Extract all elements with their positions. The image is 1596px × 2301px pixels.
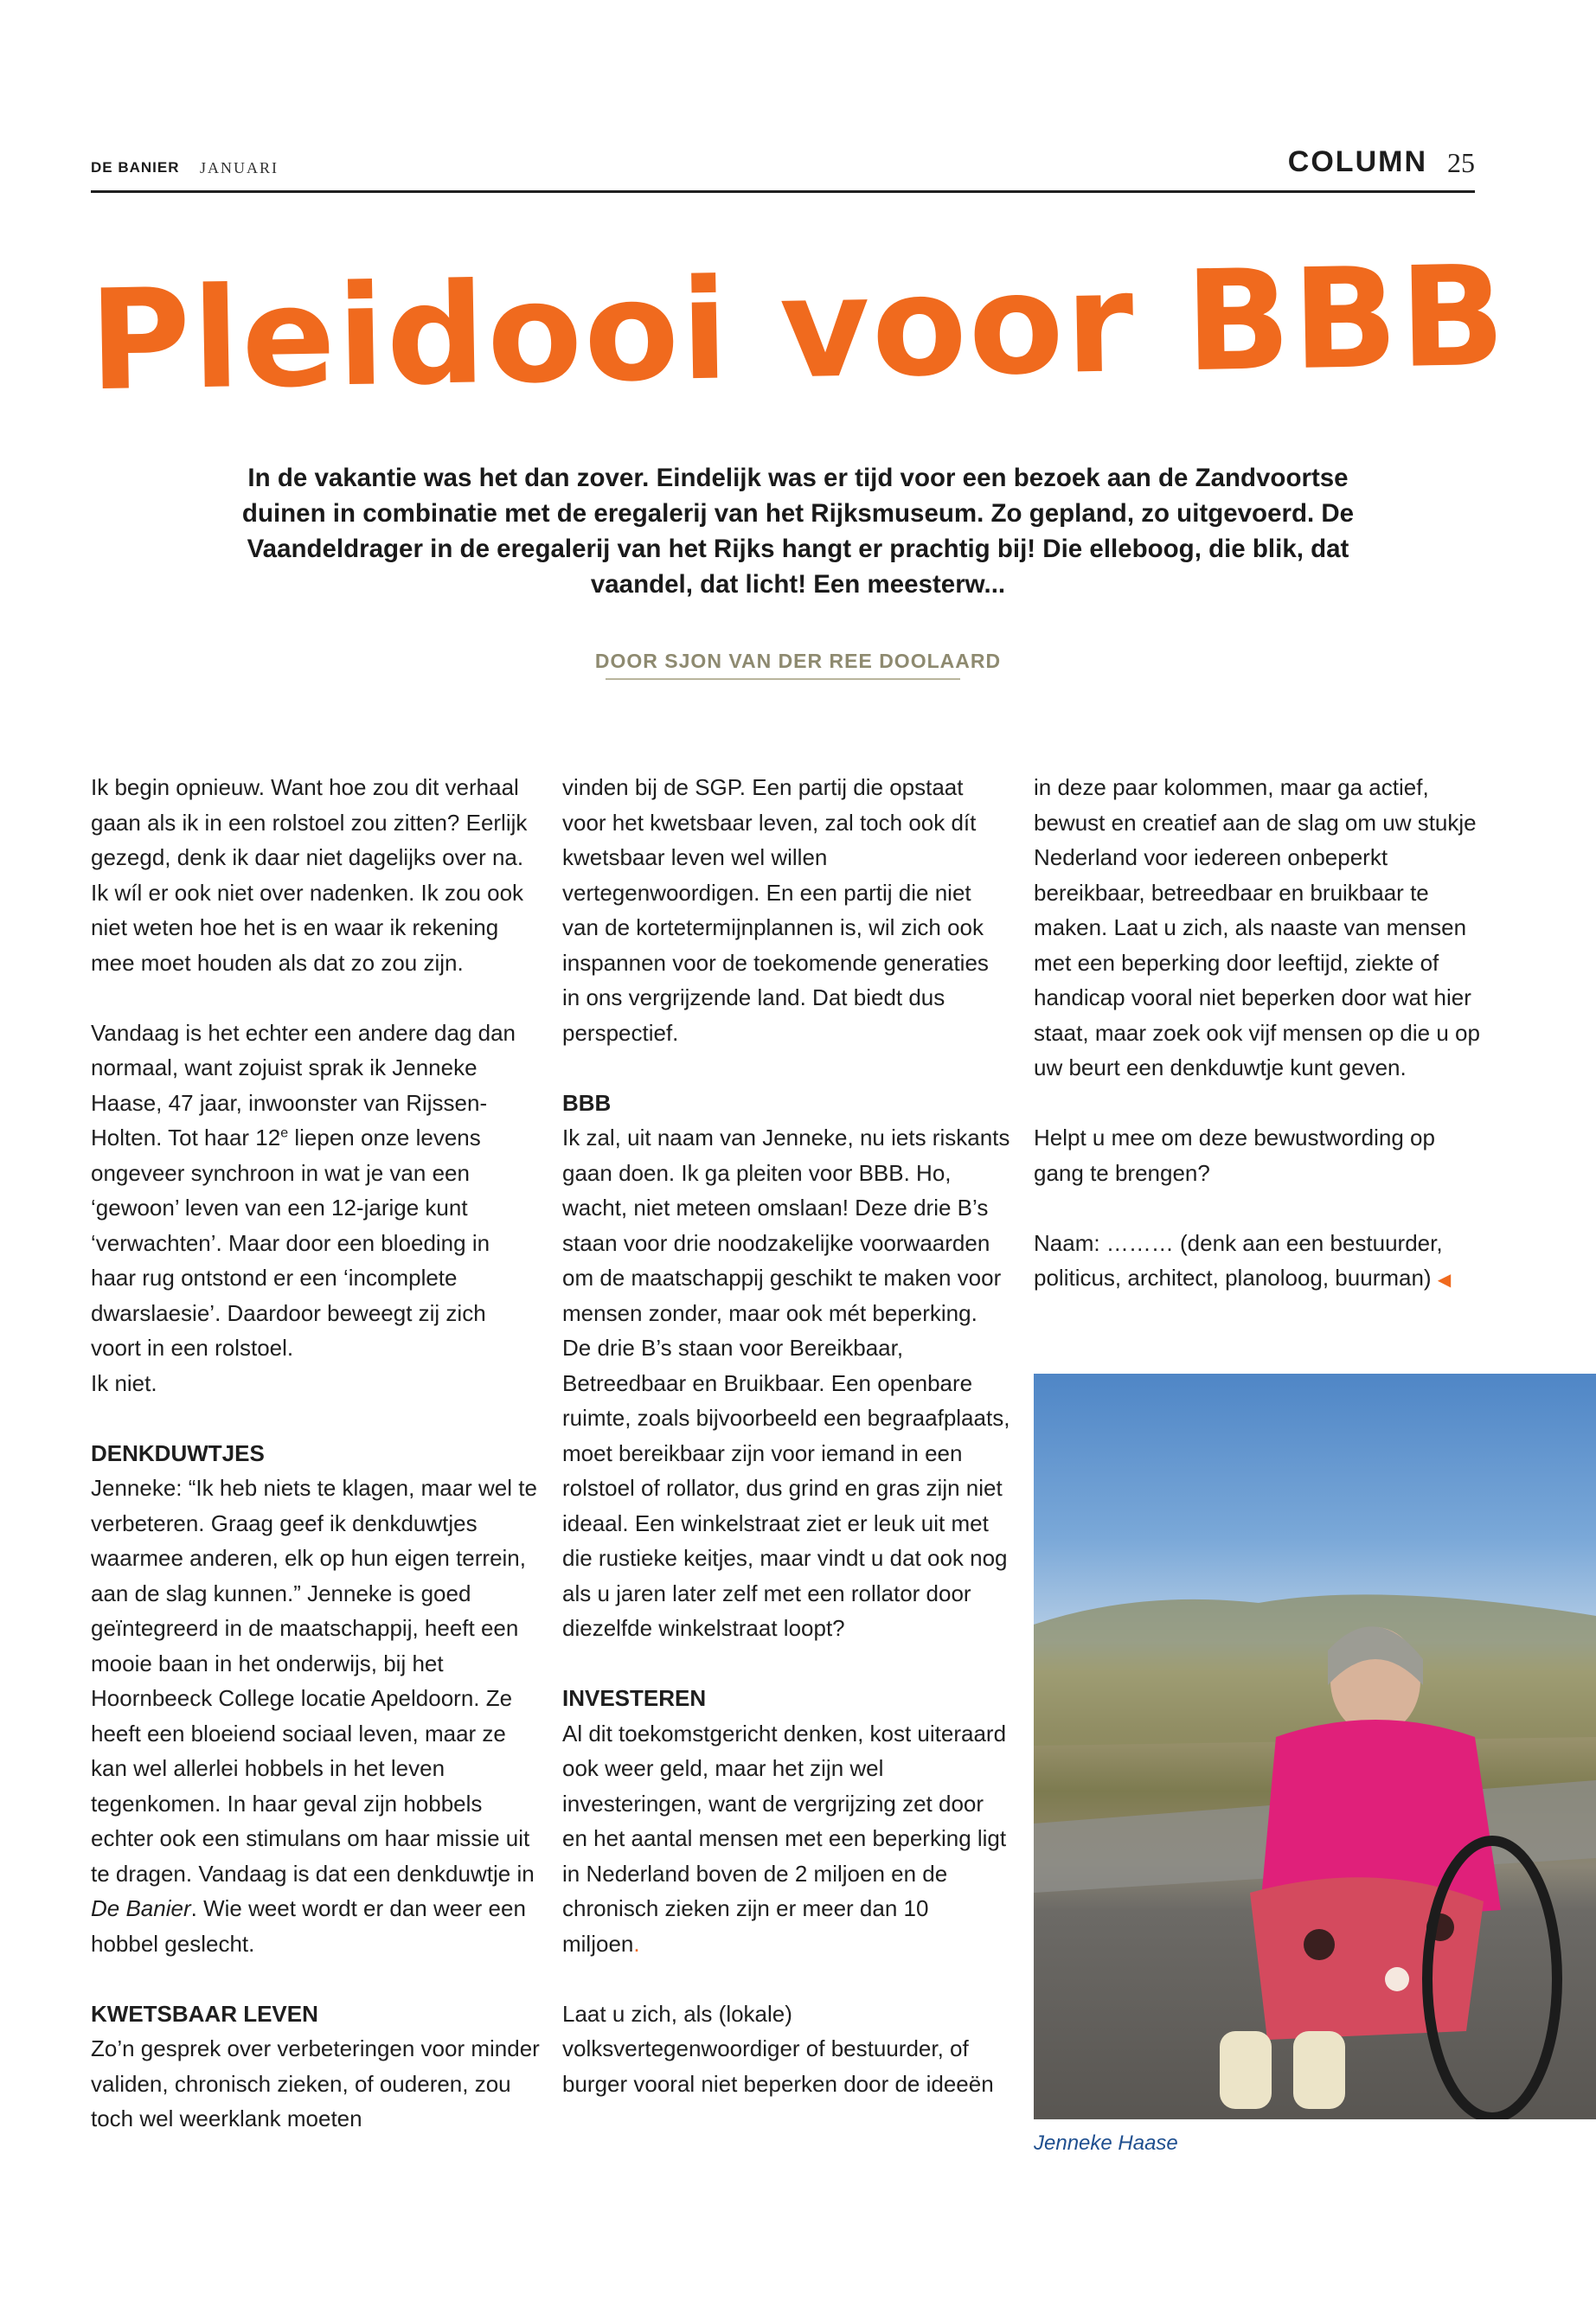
section-label: COLUMN bbox=[1287, 145, 1427, 178]
person-boot bbox=[1293, 2031, 1345, 2109]
subheading: BBB bbox=[562, 1089, 612, 1116]
photo-illustration bbox=[1034, 1374, 1596, 2119]
column-2 bbox=[562, 770, 1012, 2137]
skirt-pattern bbox=[1304, 1929, 1335, 1960]
paragraph bbox=[1034, 1226, 1484, 1298]
page-header bbox=[91, 145, 1475, 193]
paragraph: vinden bij de SGP. Een partij die opstaat voor het kwetsbaar leven, zal toch ook dít kwetsbaar leven wel willen vertegenwoordigen. En een partij die niet van de kortetermijnplannen is, wil zich ook inspannen voor de toekomende generaties in ons vergrijzende land. Dat biedt dus perspectief. bbox=[562, 774, 989, 1046]
paragraph bbox=[562, 1716, 1012, 1962]
paragraph: Ik zal, uit naam van Jenneke, nu iets riskants gaan doen. Ik ga pleiten voor BBB. Ho, wacht, niet meteen omslaan! Deze drie B’s staan voor drie noodzakelijke voorwaarden om de maatschappij geschikt te maken voor mensen zonder, maar ook mét beperking. De drie B’s staan voor Bereikbaar, Betreedbaar en Bruikbaar. Een openbare ruimte, zoals bijvoorbeeld een begraafplaats, moet bereikbaar zijn voor iemand in een rolstoel of rollator, dus grind en gras zijn niet ideaal. Een winkelstraat ziet er leuk uit met die rustieke keitjes, maar vindt u dat ook nog als u jaren later zelf met een rollator door diezelfde winkelstraat loopt? bbox=[562, 1125, 1010, 1641]
column-1 bbox=[91, 770, 541, 2171]
text-run: . bbox=[633, 1930, 640, 1957]
paragraph: in deze paar kolommen, maar ga actief, bewust en creatief aan de slag om uw stukje Nederland voor iedereen onbeperkt bereikbaar, betreedbaar en bruikbaar te maken. Laat u zich, als naaste van mensen met een beperking door leeftijd, ziekte of handicap vooral niet beperken door wat hier staat, maar zoek ook vijf mensen op die u op uw beurt een denkduwtje kunt geven. bbox=[1034, 774, 1480, 1080]
article-intro: In de vakantie was het dan zover. Eindelijk was er tijd voor een bezoek aan de Zandvoortse duinen in combinatie met de eregalerij van het Rijksmuseum. Zo gepland, zo uitgevoerd. De Vaandeldrager in de eregalerij van het Rijks hangt er prachtig bij! Die elleboog, die blik, dat vaandel, dat licht! Een meesterw... bbox=[241, 464, 1355, 599]
paragraph: Ik begin opnieuw. Want hoe zou dit verhaal gaan als ik in een rolstoel zou zitten? Eerlijk gezegd, denk ik daar niet dagelijks over na. Ik wíl er ook niet over nadenken. Ik zou ook niet weten hoe het is en waar ik rekening mee moet houden als dat zo zou zijn. bbox=[91, 774, 528, 976]
text-run: Naam: ……… (denk aan een bestuurder, politicus, architect, planoloog, buurman) bbox=[1034, 1229, 1443, 1291]
dune-shape bbox=[1034, 1594, 1596, 1746]
paragraph: Ik niet. bbox=[91, 1369, 157, 1396]
subheading: INVESTEREN bbox=[562, 1685, 707, 1711]
subheading: KWETSBAAR LEVEN bbox=[91, 2000, 318, 2027]
column-3 bbox=[1034, 770, 1484, 1333]
article-title: Pleidooi voor BBB bbox=[87, 234, 1509, 422]
person-boot bbox=[1220, 2031, 1272, 2109]
paragraph: Helpt u mee om deze bewustwording op gang te brengen? bbox=[1034, 1125, 1435, 1186]
skirt-pattern bbox=[1385, 1967, 1409, 1991]
photo-caption: Jenneke Haase bbox=[1034, 2131, 1178, 2155]
byline-underline bbox=[606, 678, 960, 680]
publication-name: DE BANIER bbox=[91, 159, 180, 176]
byline: DOOR SJON VAN DER REE DOOLAARD bbox=[594, 650, 1002, 672]
subheading: DENKDUWTJES bbox=[91, 1439, 265, 1466]
portrait-photo bbox=[1034, 1374, 1596, 2119]
emphasis: De Banier bbox=[91, 1895, 191, 1921]
end-mark-icon: ◀ bbox=[1437, 1271, 1452, 1290]
paragraph: Zo’n gesprek over verbeteringen voor minder validen, chronisch zieken, of ouderen, zou toch wel weerklank moeten bbox=[91, 2035, 540, 2131]
text-run: Al dit toekomstgericht denken, kost uiteraard ook weer geld, maar het zijn wel investeringen, want de vergrijzing zet door en het aantal mensen met een beperking ligt in Nederland boven de 2 miljoen en de chronisch zieken zijn er meer dan 10 miljoen bbox=[562, 1720, 1007, 1957]
paragraph: Laat u zich, als (lokale) volksvertegenwoordiger of bestuurder, of burger vooral niet beperken door de ideeën bbox=[562, 2000, 994, 2097]
page-number: 25 bbox=[1447, 147, 1475, 178]
paragraph bbox=[91, 1016, 541, 1366]
text-run: . Wie weet wordt er dan weer een hobbel geslecht. bbox=[91, 1895, 526, 1957]
text-run: liepen onze levens ongeveer synchroon in wat je van een ‘gewoon’ leven van een 12-jarige kunt ‘verwachten’. Maar door een bloeding in haar rug ontstond er een ‘incomplete dwarslaesie’. Daardoor beweegt zij zich voort in een rolstoel. bbox=[91, 1125, 490, 1361]
issue-month: JANUARI bbox=[200, 159, 279, 176]
person-skirt bbox=[1250, 1877, 1484, 2040]
text-run: Vandaag is het echter een andere dag dan normaal, want zojuist sprak ik Jenneke Haase, 47 jaar, inwoonster van Rijssen-Holten. Tot haar 12 bbox=[91, 1019, 516, 1150]
superscript: e bbox=[280, 1125, 289, 1141]
paragraph bbox=[91, 1471, 541, 1961]
text-run: Jenneke: “Ik heb niets te klagen, maar wel te verbeteren. Graag geef ik denkduwtjes waarmee anderen, elk op hun eigen terrein, aan de slag kunnen.” Jenneke is goed geïntegreerd in de maatschappij, heeft een mooie baan in het onderwijs, bij het Hoornbeeck College locatie Apeldoorn. Ze heeft een bloeiend sociaal leven, maar ze kan wel allerlei hobbels in het leven tegenkomen. In haar geval zijn hobbels echter ook een stimulans om haar missie uit te dragen. Vandaag is dat een denkduwtje in bbox=[91, 1475, 537, 1887]
